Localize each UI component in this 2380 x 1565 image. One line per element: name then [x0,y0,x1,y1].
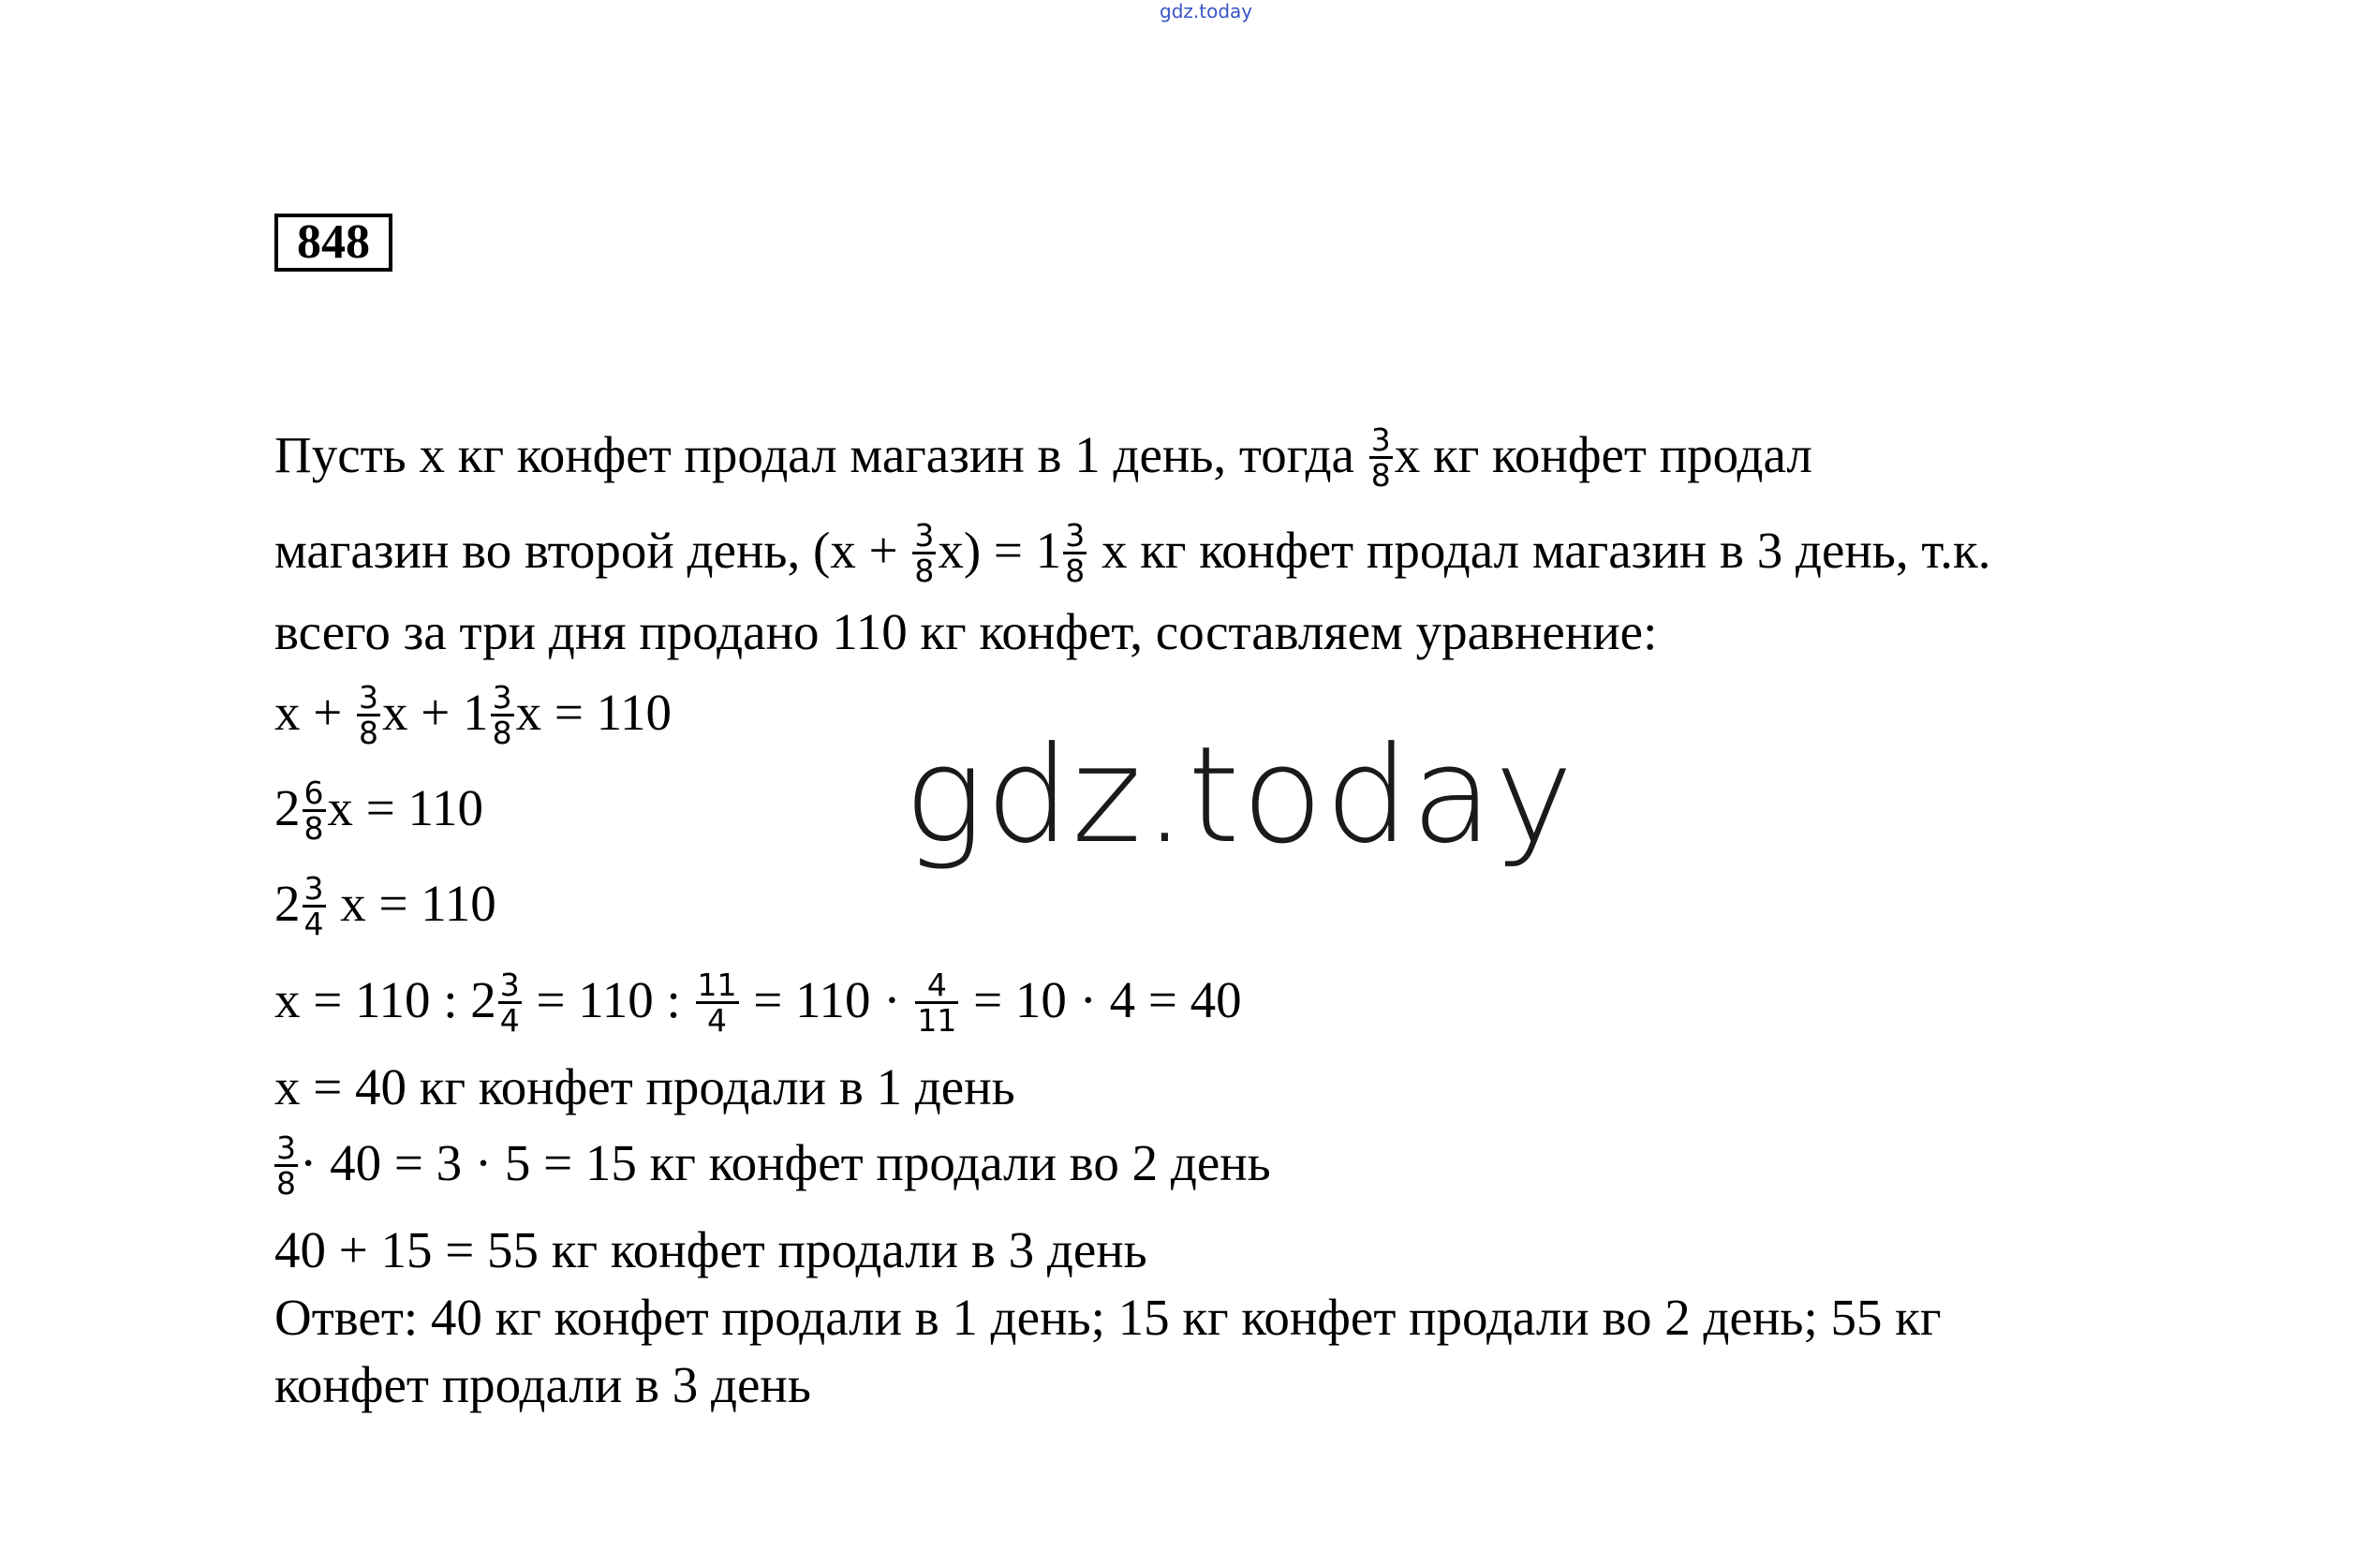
fraction-numerator: 3 [303,869,324,907]
text-segment: = 10 · 4 = 40 [960,971,1242,1028]
fraction-numerator: 4 [915,969,958,1004]
fraction-numerator: 11 [697,966,737,1003]
text-segment: x = 40 кг конфет продали в 1 день [274,1058,1015,1115]
text-segment: x = 110 [327,779,483,836]
fraction-denominator: 8 [492,714,512,751]
fraction-numerator: 3 [1370,421,1391,458]
text-segment: 40 + 15 = 55 кг конфет продали в 3 день [274,1221,1147,1278]
fraction-denominator: 8 [359,714,379,751]
fraction-numerator: 6 [303,774,324,811]
text-segment: · 40 = 3 · 5 = 15 кг конфет продали во 2 день [300,1134,1271,1191]
fraction [498,966,522,1039]
fraction [357,678,380,751]
solution-line-1 [274,421,1812,495]
fraction-denominator: 4 [499,1001,520,1039]
text-segment: x + [274,684,356,741]
fraction [274,1129,298,1202]
answer-line-2 [274,1354,811,1416]
fraction [915,966,958,1039]
fraction [912,516,936,589]
equation-line-5 [274,1056,1015,1118]
fraction [1369,421,1393,494]
fraction-numerator: 3 [1065,516,1086,554]
fraction-denominator: 8 [276,1164,296,1202]
fraction [303,869,326,942]
fraction-denominator: 8 [914,552,935,589]
fraction [491,678,514,751]
text-segment: конфет продали в 3 день [274,1356,811,1413]
text-segment: 2 [274,875,301,932]
equation-line-2 [274,774,483,848]
equation-line-7 [274,1219,1147,1281]
text-segment: x = 110 [515,684,673,741]
fraction-denominator: 8 [303,809,324,847]
equation-line-6 [274,1129,1271,1203]
text-segment: = 110 · [740,971,914,1028]
fraction-denominator: 8 [1065,552,1086,589]
text-segment: x кг конфет продал магазин в 3 день, т.к. [1088,522,1991,579]
fraction-denominator: 8 [1370,456,1391,494]
fraction [696,966,739,1039]
text-segment: x + 1 [382,684,489,741]
solution-line-2 [274,516,1991,590]
solution-line-3 [274,601,1657,663]
fraction-denominator: 4 [303,905,324,942]
text-segment: Пусть x кг конфет продал магазин в 1 день, тогда [274,426,1367,483]
text-segment: магазин во второй день, (x + [274,522,911,579]
equation-line-3 [274,869,496,943]
text-segment: Ответ: 40 кг конфет продали в 1 день; 15 кг конфет продали во 2 день; 55 кг [274,1289,1942,1346]
text-segment: x) = 1 [938,522,1062,579]
equation-line-1 [274,678,673,752]
text-segment: x = 110 : 2 [274,971,496,1028]
fraction-numerator: 3 [359,678,379,716]
center-watermark: gdz.today [904,718,1575,873]
fraction [1063,516,1087,589]
text-segment: 2 [274,779,301,836]
equation-line-4 [274,966,1242,1040]
answer-line-1 [274,1287,1942,1349]
text-segment: x кг конфет продал [1394,426,1812,483]
text-segment: всего за три дня продано 110 кг конфет, составляем уравнение: [274,603,1658,660]
top-watermark: gdz.today [1160,0,1253,22]
fraction-numerator: 3 [276,1129,296,1166]
fraction-numerator: 3 [499,966,520,1003]
problem-number: 848 [274,214,392,272]
text-segment: x = 110 [327,875,496,932]
fraction-denominator: 11 [917,1001,957,1039]
text-segment: = 110 : [523,971,694,1028]
fraction-denominator: 4 [707,1001,728,1039]
fraction-numerator: 3 [492,678,512,716]
fraction-numerator: 3 [914,516,935,554]
fraction [303,774,326,847]
